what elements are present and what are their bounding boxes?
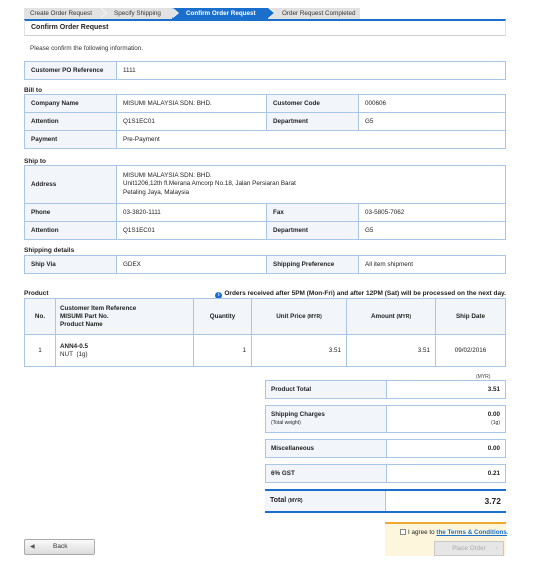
product-total-value: 3.51 xyxy=(387,381,506,399)
processing-note-text: Orders received after 5PM (Mon-Fri) and after 12PM (Sat) will be processed on the next day. xyxy=(224,290,506,297)
payment-value: Pre-Payment xyxy=(117,131,506,149)
phone-label: Phone xyxy=(25,204,117,222)
shipping-details-table xyxy=(24,255,506,274)
company-value: MISUMI MALAYSIA SDN. BHD. xyxy=(117,95,267,113)
agreement-panel xyxy=(385,522,509,556)
table-row xyxy=(25,335,506,367)
back-label: Back xyxy=(53,543,68,550)
ship-to-table xyxy=(24,165,506,240)
back-button[interactable] xyxy=(24,539,95,555)
step-label: Specify Shipping xyxy=(114,10,161,17)
ship-attention-value: Q1S1EC01 xyxy=(117,222,267,240)
intro-text: Please confirm the following information. xyxy=(30,45,144,52)
shipping-charges-table xyxy=(265,405,506,433)
row-amount: 3.51 xyxy=(347,335,436,367)
place-order-label: Place Order xyxy=(452,545,486,552)
shipping-charges-value xyxy=(387,406,506,433)
product-total-table xyxy=(265,380,506,399)
chevron-right-icon: › xyxy=(495,545,498,552)
row-product-name: NUT (1g) xyxy=(60,350,88,358)
place-order-button[interactable] xyxy=(434,541,504,556)
col-ref-line: Product Name xyxy=(60,320,103,328)
product-total-label: Product Total xyxy=(266,381,387,399)
ship-department-value: G5 xyxy=(359,222,506,240)
ship-attention-label: Attention xyxy=(25,222,117,240)
step-label: Create Order Request xyxy=(30,10,92,17)
ship-to-title: Ship to xyxy=(24,158,47,165)
agree-checkbox[interactable] xyxy=(400,529,406,535)
col-amount xyxy=(347,299,436,335)
shipping-charges-label xyxy=(266,406,387,433)
row-no: 1 xyxy=(25,335,56,367)
col-ref-line: MISUMI Part No. xyxy=(60,312,109,320)
address-line: Unit1206,12th fl.Merana Amcorp No.18, Jalan Persiaran Barat xyxy=(123,180,296,188)
row-item xyxy=(56,335,194,367)
bill-to-title: Bill to xyxy=(24,87,43,94)
ship-department-label: Department xyxy=(267,222,359,240)
po-table xyxy=(24,61,506,80)
step-label: Order Request Completed xyxy=(282,10,356,17)
step-confirm-order xyxy=(172,8,268,19)
ship-via-label: Ship Via xyxy=(25,256,117,274)
product-header xyxy=(24,290,506,297)
payment-label: Payment xyxy=(25,131,117,149)
misc-table xyxy=(265,439,506,458)
address-value xyxy=(117,166,506,204)
col-currency: (MYR) xyxy=(307,314,322,320)
shipping-charges-amount: 0.00 xyxy=(487,411,500,418)
total-label-text: Total xyxy=(270,497,287,504)
customer-code-value: 000606 xyxy=(359,95,506,113)
product-table-header xyxy=(25,299,506,335)
shipping-details-title: Shipping details xyxy=(24,247,75,254)
agree-end: . xyxy=(506,529,509,536)
arrow-left-icon: ◀ xyxy=(30,544,35,550)
page-title: Confirm Order Request xyxy=(24,19,506,36)
col-currency: (MYR) xyxy=(396,314,411,320)
phone-value: 03-3820-1111 xyxy=(117,204,267,222)
address-line: Petaling Jaya, Malaysia xyxy=(123,188,190,196)
row-quantity: 1 xyxy=(194,335,252,367)
address-label: Address xyxy=(25,166,117,204)
step-create-order xyxy=(24,8,100,19)
col-no: No. xyxy=(25,299,56,335)
total-row xyxy=(265,489,506,513)
gst-value: 0.21 xyxy=(387,465,506,483)
company-label: Company Name xyxy=(25,95,117,113)
col-ship-date: Ship Date xyxy=(436,299,506,335)
po-value: 1111 xyxy=(117,62,506,80)
col-ref-line: Customer Item Reference xyxy=(60,304,137,312)
attention-value: Q1S1EC01 xyxy=(117,113,267,131)
step-order-completed xyxy=(268,8,360,19)
agreement-line xyxy=(400,529,509,536)
misc-value: 0.00 xyxy=(387,440,506,458)
bill-to-table xyxy=(24,94,506,149)
department-label: Department xyxy=(267,113,359,131)
col-amount-label: Amount xyxy=(371,313,395,320)
col-unit-price-label: Unit Price xyxy=(276,313,306,320)
customer-code-label: Customer Code xyxy=(267,95,359,113)
fax-value: 03-5805-7062 xyxy=(359,204,506,222)
row-ship-date: 09/02/2016 xyxy=(436,335,506,367)
po-label: Customer PO Reference xyxy=(25,62,117,80)
terms-link[interactable]: the Terms & Conditions xyxy=(436,529,507,536)
ship-via-value: GDEX xyxy=(117,256,267,274)
total-currency: (MYR) xyxy=(288,498,303,504)
step-specify-shipping xyxy=(100,8,172,19)
attention-label: Attention xyxy=(25,113,117,131)
product-title: Product xyxy=(24,290,49,297)
shipping-charges-text: Shipping Charges xyxy=(271,411,325,418)
total-value: 3.72 xyxy=(484,496,501,506)
col-unit-price xyxy=(252,299,347,335)
product-table xyxy=(24,298,506,367)
shipping-pref-value: All item shipment xyxy=(359,256,506,274)
agree-text: I agree to xyxy=(408,529,435,536)
col-quantity: Quantity xyxy=(194,299,252,335)
total-weight-value: (1g) xyxy=(491,420,500,426)
gst-table xyxy=(265,464,506,483)
currency-note: (MYR) xyxy=(476,374,491,380)
address-line: MISUMI MALAYSIA SDN. BHD. xyxy=(123,171,212,179)
department-value: G5 xyxy=(359,113,506,131)
shipping-pref-label: Shipping Preference xyxy=(267,256,359,274)
step-label: Confirm Order Request xyxy=(186,10,256,17)
total-label xyxy=(265,491,386,511)
row-unit-price: 3.51 xyxy=(252,335,347,367)
misc-label: Miscellaneous xyxy=(266,440,387,458)
gst-label: 6% GST xyxy=(266,465,387,483)
progress-steps xyxy=(24,8,360,19)
info-icon: i xyxy=(215,292,222,299)
row-part-no: ANN4-0.5 xyxy=(60,342,88,350)
fax-label: Fax xyxy=(267,204,359,222)
col-item-reference xyxy=(56,299,194,335)
total-weight-text: (Total weight) xyxy=(271,420,301,426)
